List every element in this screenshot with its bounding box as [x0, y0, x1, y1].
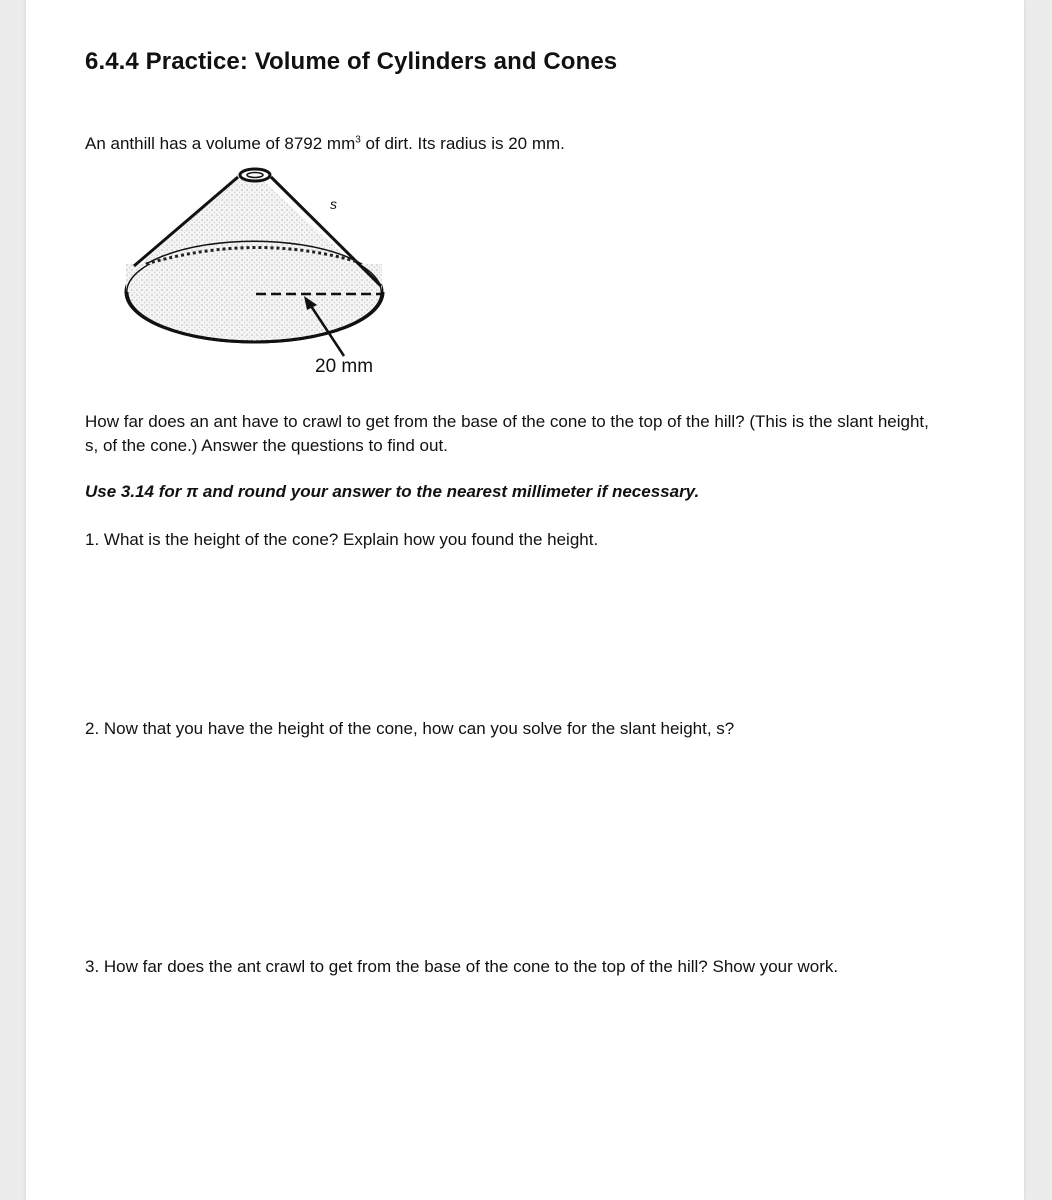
problem-prompt: How far does an ant have to crawl to get from the base of the cone to the top of the hill? (This is the slant height, s, of the cone.) Answer the questions to find out.	[85, 412, 929, 455]
anthill-cone-figure	[96, 164, 386, 384]
problem-intro	[85, 134, 565, 154]
intro-exponent: 3	[355, 134, 361, 146]
cone-diagram	[96, 164, 386, 384]
intro-text: An anthill has a volume of 8792 mm	[85, 134, 356, 153]
question-3: 3. How far does the ant crawl to get from the base of the cone to the top of the hill? Show your work.	[85, 957, 839, 976]
question-1: 1. What is the height of the cone? Explain how you found the height.	[85, 530, 599, 549]
intro-text-end: of dirt. Its radius is 20 mm.	[360, 134, 565, 153]
question-2: 2. Now that you have the height of the cone, how can you solve for the slant height, s?	[85, 719, 735, 738]
radius-label: 20 mm	[315, 356, 374, 377]
worksheet-page	[26, 0, 1024, 1200]
answer-area-1	[85, 560, 945, 710]
slant-label: s	[330, 196, 337, 212]
instructions: Use 3.14 for π and round your answer to the nearest millimeter if necessary.	[85, 482, 700, 501]
answer-area-2	[85, 750, 945, 945]
answer-area-3	[85, 990, 945, 1180]
page-title: 6.4.4 Practice: Volume of Cylinders and Cones	[85, 48, 618, 75]
